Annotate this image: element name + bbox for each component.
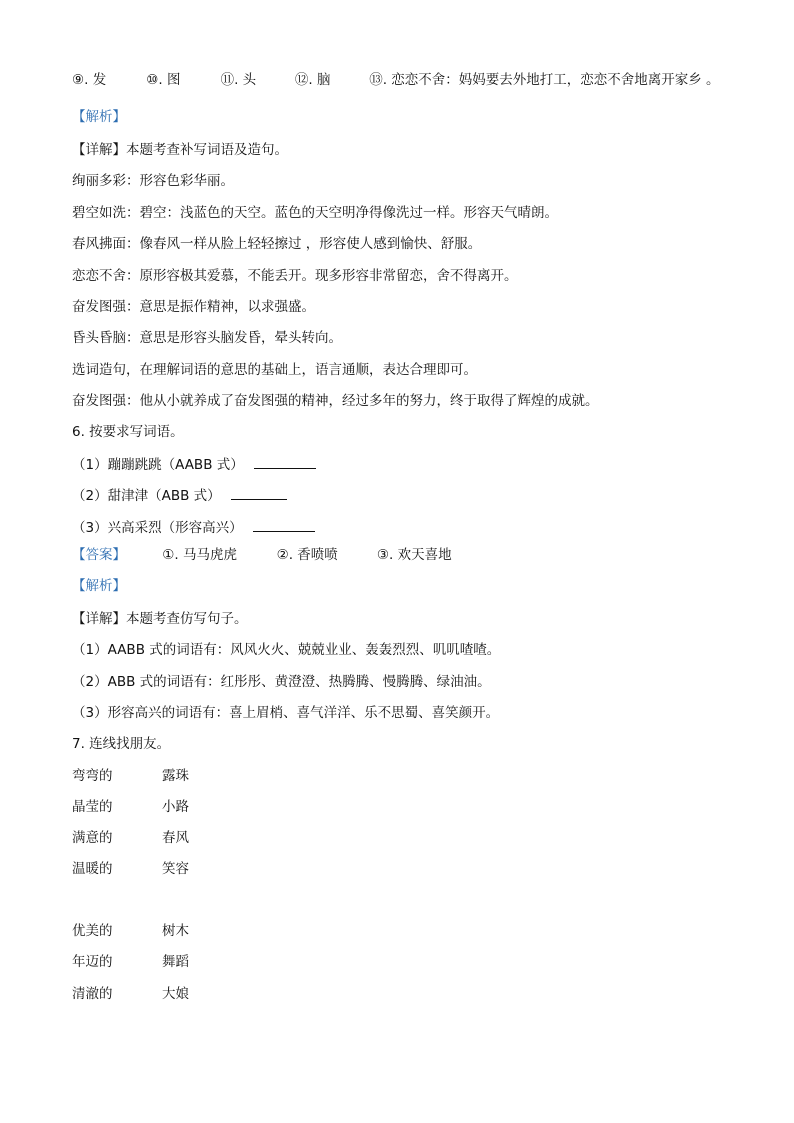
match-left-word[interactable]: 年迈的 <box>72 954 113 970</box>
analysis-line: 绚丽多彩：形容色彩华丽。 <box>72 173 234 189</box>
analysis-line: （2）ABB 式的词语有：红彤彤、黄澄澄、热腾腾、慢腾腾、绿油油。 <box>72 674 491 690</box>
analysis-line: 碧空如洗：碧空：浅蓝色的天空。蓝色的天空明净得像洗过一样。形容天气晴朗。 <box>72 205 558 221</box>
match-right-word[interactable]: 大娘 <box>162 986 189 1002</box>
answer-item-3: ③. 欢天喜地 <box>376 547 452 563</box>
question-7-title: 7. 连线找朋友。 <box>72 736 171 752</box>
analysis-line: 奋发图强：意思是振作精神，以求强盛。 <box>72 299 315 315</box>
answer-label: 【答案】 <box>72 547 126 563</box>
match-left-word[interactable]: 晶莹的 <box>72 799 113 815</box>
answer-item-11: ⑪. 头 <box>220 72 257 88</box>
answer-item-9: ⑨. 发 <box>72 72 107 88</box>
answer-item-10: ⑩. 图 <box>146 72 181 88</box>
answer-item-12: ⑫. 脑 <box>294 72 331 88</box>
match-left-word[interactable]: 满意的 <box>72 830 113 846</box>
analysis-label: 【解析】 <box>72 109 126 125</box>
match-left-word[interactable]: 清澈的 <box>72 986 113 1002</box>
analysis-line: 春风拂面：像春风一样从脸上轻轻擦过 ，形容使人感到愉快、舒服。 <box>72 236 482 252</box>
question-6-answer-line <box>72 545 452 565</box>
question-6-item-3: （3）兴高采烈（形容高兴） <box>72 517 315 538</box>
question-6-title: 6. 按要求写词语。 <box>72 424 184 440</box>
answer-item-13: ⑬. 恋恋不舍：妈妈要去外地打工，恋恋不舍地离开家乡 。 <box>369 72 720 88</box>
analysis-line: （3）形容高兴的词语有：喜上眉梢、喜气洋洋、乐不思蜀、喜笑颜开。 <box>72 705 500 721</box>
analysis-line: 昏头昏脑：意思是形容头脑发昏，晕头转向。 <box>72 330 342 346</box>
answer-item-2: ②. 香喷喷 <box>276 547 338 563</box>
answer-item-1: ①. 马马虎虎 <box>162 547 237 563</box>
answer-blank[interactable] <box>253 517 315 532</box>
question-6-item-2: （2）甜津津（ABB 式） <box>72 485 287 506</box>
answer-blank[interactable] <box>231 485 287 500</box>
analysis-line: 选词造句，在理解词语的意思的基础上，语言通顺，表达合理即可。 <box>72 362 477 378</box>
analysis-line: 奋发图强：他从小就养成了奋发图强的精神，经过多年的努力，终于取得了辉煌的成就。 <box>72 393 599 409</box>
match-right-word[interactable]: 露珠 <box>162 768 189 784</box>
analysis-line: 【详解】本题考查补写词语及造句。 <box>72 142 288 158</box>
analysis-line: 恋恋不舍：原形容极其爱慕，不能丢开。现多形容非常留恋，舍不得离开。 <box>72 268 518 284</box>
match-right-word[interactable]: 舞蹈 <box>162 954 189 970</box>
analysis-line: （1）AABB 式的词语有：风风火火、兢兢业业、轰轰烈烈、叽叽喳喳。 <box>72 642 501 658</box>
analysis-line: 【详解】本题考查仿写句子。 <box>72 611 248 627</box>
question-6-item-1: （1）蹦蹦跳跳（AABB 式） <box>72 454 316 475</box>
match-left-word[interactable]: 优美的 <box>72 923 113 939</box>
match-right-word[interactable]: 笑容 <box>162 861 189 877</box>
match-right-word[interactable]: 小路 <box>162 799 189 815</box>
analysis-label: 【解析】 <box>72 578 126 594</box>
match-left-word[interactable]: 弯弯的 <box>72 768 113 784</box>
answer-line-q5 <box>72 70 720 90</box>
answer-blank[interactable] <box>254 454 316 469</box>
match-right-word[interactable]: 春风 <box>162 830 189 846</box>
match-right-word[interactable]: 树木 <box>162 923 189 939</box>
match-left-word[interactable]: 温暖的 <box>72 861 113 877</box>
